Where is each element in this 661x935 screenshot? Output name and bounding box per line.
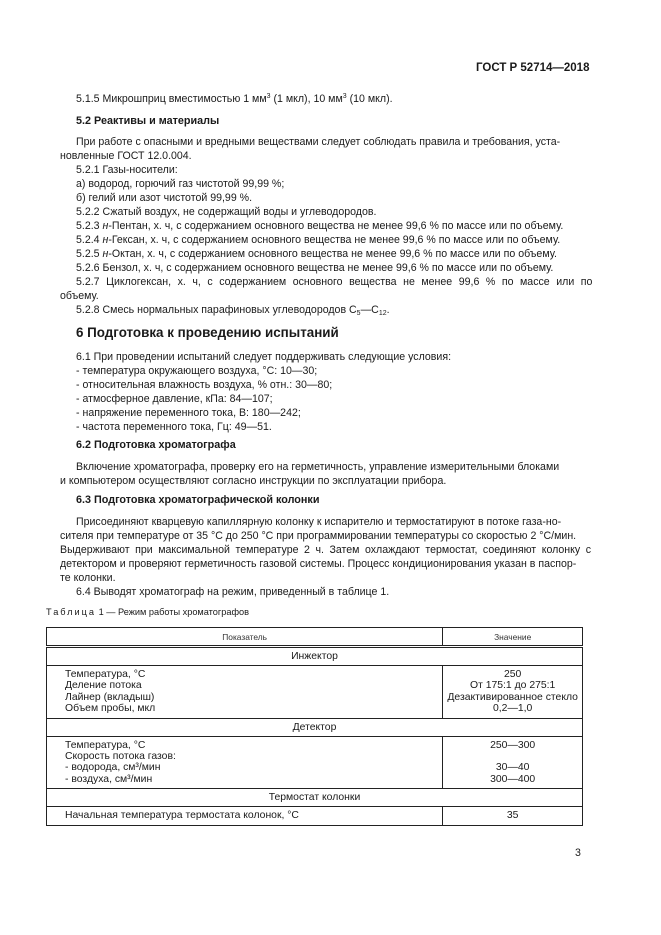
- heading-6-3: 6.3 Подготовка хроматографической колонки: [76, 494, 320, 506]
- condition-voltage: - напряжение переменного тока, В: 180—242;: [76, 407, 301, 419]
- column-oven-params: Начальная температура термостата колонок, °С: [47, 807, 443, 825]
- detector-params: Температура, °С Скорость потока газов: - водорода, см³/мин - воздуха, см³/мин: [47, 736, 443, 789]
- condition-temperature: - температура окружающего воздуха, °С: 10—30;: [76, 365, 318, 377]
- table-row-injector: [47, 666, 583, 719]
- para-6-3-line4: детектором и проверяют герметичность газовой системы. Процесс кондиционирования указан в паспор-: [60, 558, 577, 570]
- item-6-1: 6.1 При проведении испытаний следует поддерживать следующие условия:: [76, 351, 452, 363]
- condition-humidity: - относительная влажность воздуха, % отн.: 30—80;: [76, 379, 333, 391]
- group-title-injector: Инжектор: [47, 647, 583, 666]
- table-group-row-column-oven: [47, 789, 583, 807]
- para-6-3-line1: Присоединяют кварцевую капиллярную колонку к испарителю и термостатируют в потоке газа-но-: [76, 516, 562, 528]
- table-group-row-detector: [47, 718, 583, 736]
- item-5-2-8: 5.2.8 Смесь нормальных парафиновых углеводородов $C_5—C_{12}$.: [76, 304, 390, 317]
- para-5-2-line2: новленные ГОСТ 12.0.004.: [60, 150, 192, 162]
- heading-6-2: 6.2 Подготовка хроматографа: [76, 439, 236, 451]
- para-5-2-line1: При работе с опасными и вредными веществами следует соблюдать правила и требования, уста-: [76, 136, 561, 148]
- column-header-parameter: Показатель: [47, 628, 443, 647]
- column-header-value: Значение: [443, 628, 583, 647]
- table-1-chromatograph-modes: [46, 627, 583, 826]
- table-header-row: [47, 628, 583, 647]
- para-6-2-line2: и компьютером осуществляют согласно инструкции по эксплуатации прибора.: [60, 475, 447, 487]
- heading-section-6: 6 Подготовка к проведению испытаний: [76, 325, 339, 340]
- item-5-2-6: 5.2.6 Бензол, х. ч, с содержанием основного вещества не менее 99,6 % по массе или по объему.: [76, 262, 554, 274]
- item-5-2-3: 5.2.3 н-Пентан, х. ч, с содержанием основного вещества не менее 99,6 % по массе или по объему.: [76, 220, 564, 232]
- item-5-2-1-a: а) водород, горючий газ чистотой 99,99 %;: [76, 178, 285, 190]
- page-number: 3: [575, 847, 581, 859]
- item-5-2-5: 5.2.5 н-Октан, х. ч, с содержанием основного вещества не менее 99,6 % по массе или по объему.: [76, 248, 557, 260]
- para-6-2-line1: Включение хроматографа, проверку его на герметичность, управление измерительными блоками: [76, 461, 560, 473]
- item-5-2-7-line2: объему.: [60, 290, 99, 302]
- table-row-detector: [47, 736, 583, 789]
- item-5-2-2: 5.2.2 Сжатый воздух, не содержащий воды и углеводородов.: [76, 206, 377, 218]
- para-6-3-line3: Выдерживают при максимальной температуре 2 ч. Затем охлаждают термостат, соединяют колонку с: [60, 544, 592, 556]
- condition-pressure: - атмосферное давление, кПа: 84—107;: [76, 393, 273, 405]
- item-5-2-7-line1: 5.2.7 Циклогексан, х. ч, с содержанием основного вещества не менее 99,6 % по массе или по: [76, 276, 593, 288]
- heading-5-2: 5.2 Реактивы и материалы: [76, 115, 220, 127]
- table-1-caption: Таблица 1 — Режим работы хроматографов: [46, 607, 249, 617]
- item-5-2-1-b: б) гелий или азот чистотой 99,99 %.: [76, 192, 253, 204]
- group-title-detector: Детектор: [47, 718, 583, 736]
- item-5-1-5: 5.1.5 Микрошприц вместимостью 1 $мм^3$ (1 мкл), 10 $мм^3$ (10 мкл).: [76, 93, 393, 105]
- injector-params: Температура, °С Деление потока Лайнер (вкладыш) Объем пробы, мкл: [47, 666, 443, 719]
- table-group-row-injector: [47, 647, 583, 666]
- document-standard-id: ГОСТ Р 52714—2018: [476, 62, 590, 74]
- column-oven-values: 35: [443, 807, 583, 825]
- group-title-column-oven: Термостат колонки: [47, 789, 583, 807]
- item-6-4: 6.4 Выводят хроматограф на режим, приведенный в таблице 1.: [76, 586, 390, 598]
- item-5-2-4: 5.2.4 н-Гексан, х. ч, с содержанием основного вещества не менее 99,6 % по массе или по объему.: [76, 234, 561, 246]
- table-row-column-oven: [47, 807, 583, 825]
- condition-frequency: - частота переменного тока, Гц: 49—51.: [76, 421, 272, 433]
- detector-values: 250—300 30—40 300—400: [443, 736, 583, 789]
- para-6-3-line2: сителя при температуре от 35 °С до 250 °С при программировании температуры со скоростью 2 °С/мин.: [60, 530, 577, 542]
- item-5-2-1: 5.2.1 Газы-носители:: [76, 164, 178, 176]
- injector-values: 250 От 175:1 до 275:1 Дезактивированное стекло 0,2—1,0: [443, 666, 583, 719]
- para-6-3-line5: те колонки.: [60, 572, 116, 584]
